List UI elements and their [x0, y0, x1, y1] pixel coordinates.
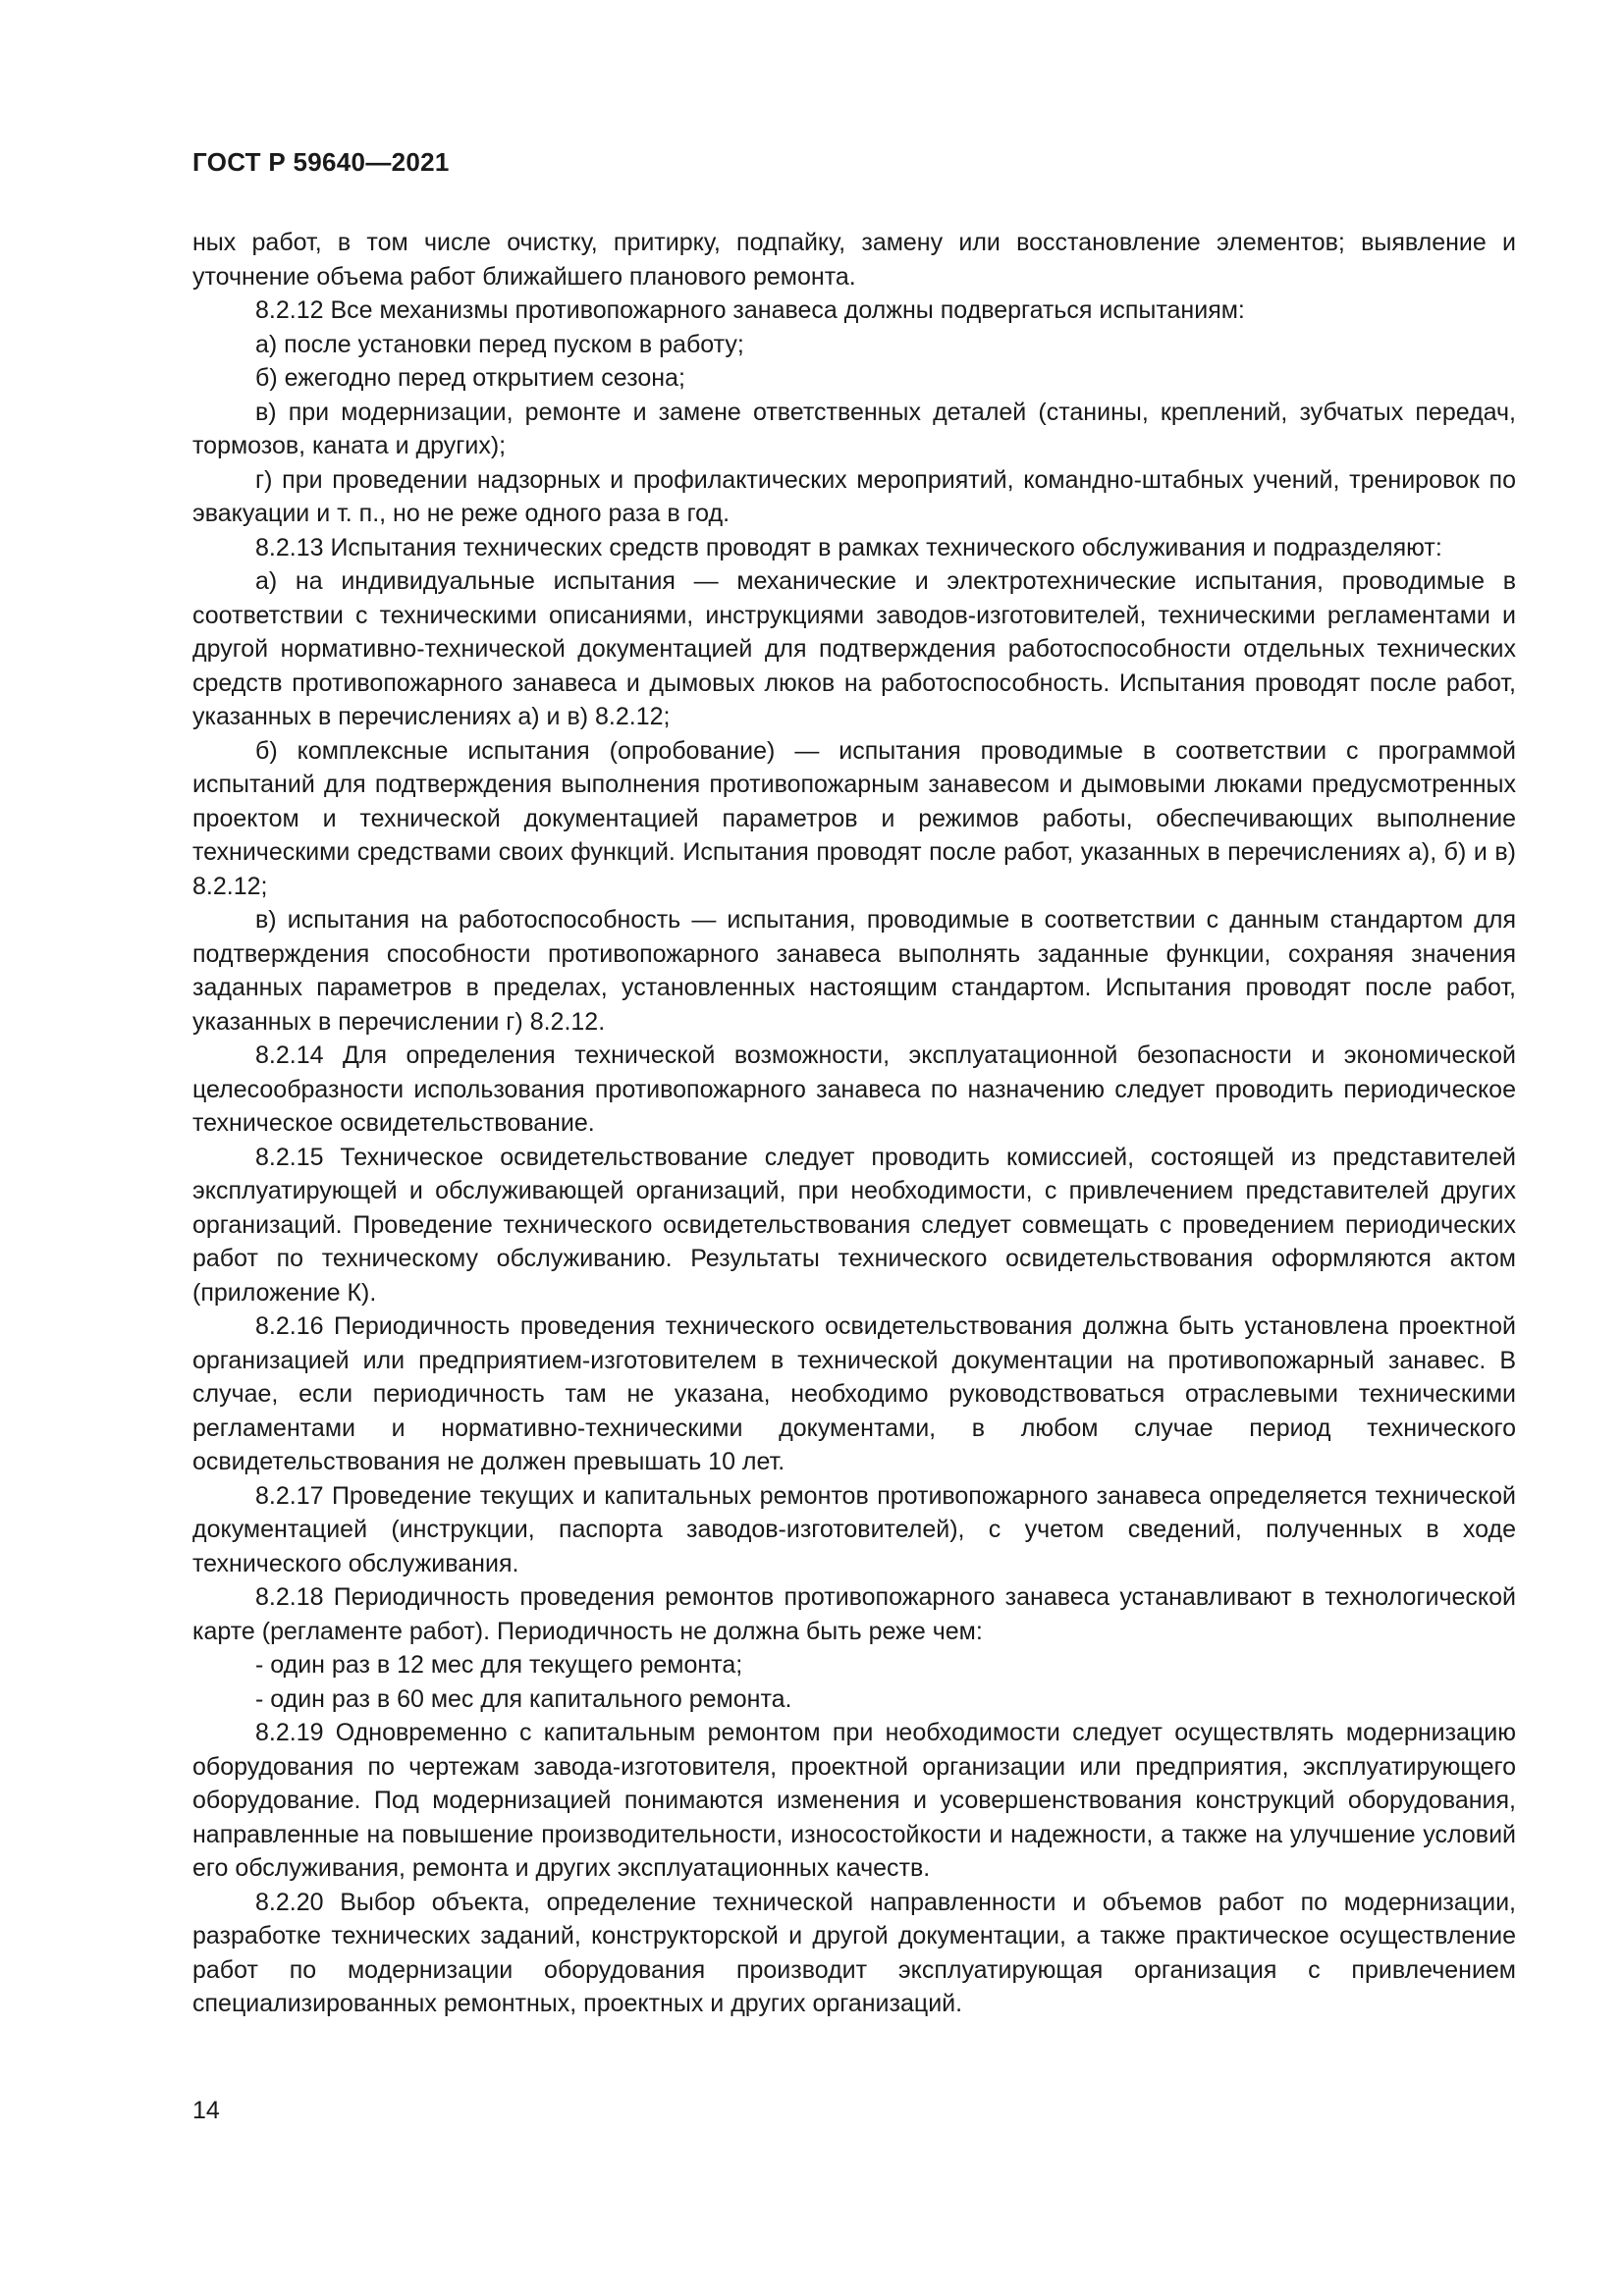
paragraph-8-2-16: 8.2.16 Периодичность проведения технического освидетельствования должна быть установлена проектной организацией или предприятием-изготовителем в технической документации на противопожарный занавес. В случае, если периодичность там не указана, необходимо руководствоваться отраслевыми техническими регламентами и нормативно-техническими документами, в любом случае период технического освидетельствования не должен превышать 10 лет. — [192, 1312, 1516, 1475]
paragraph-8-2-18: 8.2.18 Периодичность проведения ремонтов противопожарного занавеса устанавливают в технологической карте (регламенте работ). Периодичность не должна быть реже чем: — [192, 1583, 1516, 1645]
document-header-title: ГОСТ Р 59640—2021 — [192, 147, 450, 177]
paragraph-8-2-15: 8.2.15 Техническое освидетельствование следует проводить комиссией, состоящей из представителей эксплуатирующей и обслуживающей организаций, при необходимости, с привлечением представителей других организаций. Проведение технического освидетельствования следует совмещать с проведением периодических работ по техническому обслуживанию. Результаты технического освидетельствования оформляются актом (приложение К). — [192, 1143, 1516, 1307]
paragraph-8-2-20: 8.2.20 Выбор объекта, определение технической направленности и объемов работ по модернизации, разработке технических заданий, конструкторской и другой документации, а также практическое осуществление работ по модернизации оборудования производит эксплуатирующая организация с привлечением специализированных ремонтных, проектных и других организаций. — [192, 1888, 1516, 2017]
list-item-dash-capital-repair: - один раз в 60 мес для капитального ремонта. — [255, 1684, 792, 1713]
list-item-a-individual: а) на индивидуальные испытания — механические и электротехнические испытания, проводимые в соответствии с техническими описаниями, инструкциями заводов-изготовителей, техническими регламентами и другой нормативно-технической документацией для подтверждения работоспособности отдельных технических средств противопожарного занавеса и дымовых люков на работоспособность. Испытания проводят после работ, указанных в перечислениях а) и в) 8.2.12; — [192, 567, 1516, 730]
paragraph-8-2-14: 8.2.14 Для определения технической возможности, эксплуатационной безопасности и экономической целесообразности использования противопожарного занавеса по назначению следует проводить периодическое техническое освидетельствование. — [192, 1041, 1516, 1137]
page-number: 14 — [192, 2097, 220, 2124]
document-body — [192, 226, 1516, 2021]
list-item-v: в) при модернизации, ремонте и замене ответственных деталей (станины, креплений, зубчатых передач, тормозов, каната и других); — [192, 398, 1516, 459]
list-item-dash-current-repair: - один раз в 12 мес для текущего ремонта; — [255, 1651, 743, 1679]
list-item-v-operability: в) испытания на работоспособность — испытания, проводимые в соответствии с данным стандартом для подтверждения способности противопожарного занавеса выполнять заданные функции, сохраняя значения заданных параметров в пределах, установленных настоящим стандартом. Испытания проводят после работ, указанных в перечислении г) 8.2.12. — [192, 906, 1516, 1036]
list-item-a: а) после установки перед пуском в работу; — [255, 330, 744, 358]
paragraph-8-2-12: 8.2.12 Все механизмы противопожарного занавеса должны подвергаться испытаниям: — [255, 296, 1245, 324]
list-item-b-complex: б) комплексные испытания (опробование) — испытания проводимые в соответствии с программой испытаний для подтверждения выполнения противопожарным занавесом и дымовыми люками предусмотренных проектом и технической документацией параметров и режимов работы, обеспечивающих выполнение техническими средствами своих функций. Испытания проводят после работ, указанных в перечислениях а), б) и в) 8.2.12; — [192, 736, 1516, 900]
list-item-b: б) ежегодно перед открытием сезона; — [255, 364, 685, 392]
paragraph-8-2-17: 8.2.17 Проведение текущих и капитальных ремонтов противопожарного занавеса определяется технической документацией (инструкции, паспорта заводов-изготовителей), с учетом сведений, полученных в ходе технического обслуживания. — [192, 1481, 1516, 1577]
paragraph-8-2-13: 8.2.13 Испытания технических средств проводят в рамках технического обслуживания и подразделяют: — [255, 533, 1442, 561]
paragraph-8-2-19: 8.2.19 Одновременно с капитальным ремонтом при необходимости следует осуществлять модернизацию оборудования по чертежам завода-изготовителя, проектной организации или предприятия, эксплуатирующего оборудование. Под модернизацией понимаются изменения и усовершенствования конструкций оборудования, направленные на повышение производительности, износостойкости и надежности, а также на улучшение условий его обслуживания, ремонта и других эксплуатационных качеств. — [192, 1719, 1516, 1882]
paragraph-continuation: ных работ, в том числе очистку, притирку, подпайку, замену или восстановление элементов; выявление и уточнение объема работ ближайшего планового ремонта. — [192, 229, 1516, 291]
list-item-g: г) при проведении надзорных и профилактических мероприятий, командно-штабных учений, тренировок по эвакуации и т. п., но не реже одного раза в год. — [192, 465, 1516, 527]
